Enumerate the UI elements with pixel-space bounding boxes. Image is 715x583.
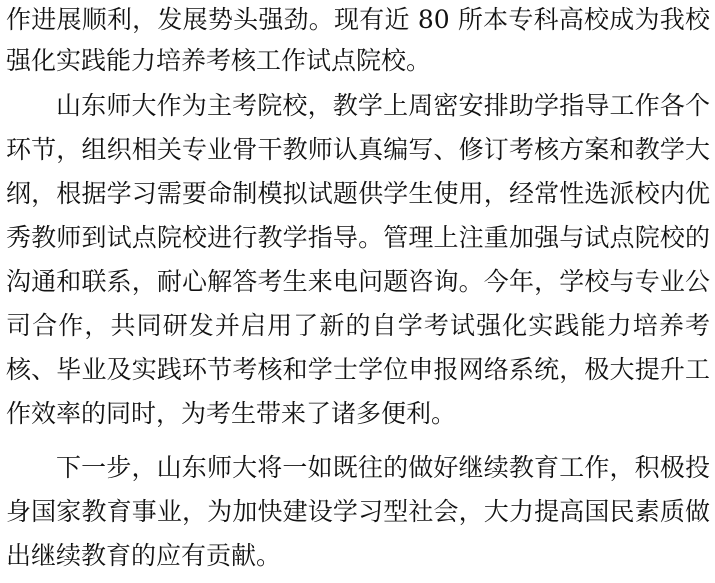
text-line: 作进展顺利，发展势头强劲。现有近 80 所本专科高校成为我校 [6,5,710,34]
text-line: 身国家教育事业，为加快建设学习型社会，大力提高国民素质做 [6,497,710,526]
paragraph-first-line: 山东师大作为主考院校，教学上周密安排助学指导工作各个 [56,91,710,120]
text-line: 秀教师到试点院校进行教学指导。管理上注重加强与试点院校的 [6,223,710,252]
text-line: 司合作，共同研发并启用了新的自学考试强化实践能力培养考 [6,311,710,340]
text-line: 强化实践能力培养考核工作试点院校。 [6,46,432,75]
text-line: 核、毕业及实践环节考核和学士学位申报网络系统，极大提升工 [6,355,710,384]
text-line: 环节，组织相关专业骨干教师认真编写、修订考核方案和教学大 [6,135,710,164]
paragraph-first-line: 下一步，山东师大将一如既往的做好继续教育工作，积极投 [56,453,710,482]
text-line: 出继续教育的应有贡献。 [6,541,282,570]
text-line: 沟通和联系，耐心解答考生来电问题咨询。今年，学校与专业公 [6,267,710,296]
text-line: 作效率的同时，为考生带来了诸多便利。 [6,399,457,428]
text-line: 纲，根据学习需要命制模拟试题供学生使用，经常性选派校内优 [6,179,710,208]
